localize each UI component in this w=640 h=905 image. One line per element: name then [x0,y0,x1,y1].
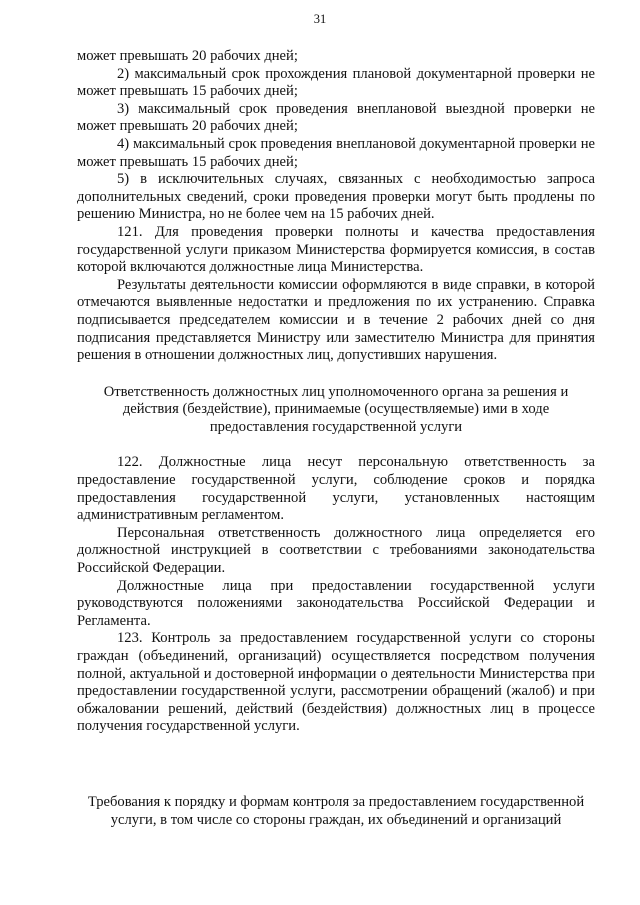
document-body [77,48,595,829]
section-heading-responsibility: Ответственность должностных лиц уполномоченного органа за решения и действия (бездействие), принимаемые (осуществляемые) ими в ходе предоставления государственной услуги [103,383,569,435]
paragraph-122: 122. Должностные лица несут персональную ответственность за предоставление государственной услуги, соблюдение сроков и порядка предоставления государственной услуги, установленных настоящим административным регламентом. [77,454,595,524]
list-item-2: 2) максимальный срок прохождения плановой документарной проверки не может превышать 15 рабочих дней; [77,65,595,100]
paragraph-results: Результаты деятельности комиссии оформляются в виде справки, в которой отмечаются выявленные недостатки и предложения по их устранению. Справка подписывается председателем комиссии и в течение 2 рабочих дней со дня подписания представляется Министру или заместителю Министра для принятия решения в отношении должностных лиц, допустивших нарушения. [77,276,595,364]
paragraph-121: 121. Для проведения проверки полноты и качества предоставления государственной услуги приказом Министерства формируется комиссия, в состав которой включаются должностные лица Министерства. [77,223,595,276]
list-item-5: 5) в исключительных случаях, связанных с необходимостью запроса дополнительных сведений, сроки проведения проверки могут быть продлены по решению Министра, но не более чем на 15 рабочих дней. [77,171,595,223]
paragraph-continuation: может превышать 20 рабочих дней; [77,48,298,64]
paragraph-personal-responsibility: Персональная ответственность должностного лица определяется его должностной инструкцией в соответствии с требованиями законодательства Российской Федерации. [77,524,595,577]
paragraph-123: 123. Контроль за предоставлением государственной услуги со стороны граждан (объединений, организаций) осуществляется посредством получения полной, актуальной и достоверной информации о деятельности Министерства при предоставлении государственной услуги, рассмотрении обращений (жалоб) и при обжаловании решений, действий (бездействия) должностных лиц в процессе получения государственной услуги. [77,630,595,735]
list-item-4: 4) максимальный срок проведения внеплановой документарной проверки не может превышать 15 рабочих дней; [77,135,595,170]
page-number: 31 [313,12,327,26]
list-item-3: 3) максимальный срок проведения внеплановой выездной проверки не может превышать 20 рабочих дней; [77,100,595,135]
section-heading-control-requirements: Требования к порядку и формам контроля за предоставлением государственной услуги, в том числе со стороны граждан, их объединений и организаций [87,793,585,828]
paragraph-officials-guidance: Должностные лица при предоставлении государственной услуги руководствуются положениями законодательства Российской Федерации и Регламента. [77,577,595,629]
